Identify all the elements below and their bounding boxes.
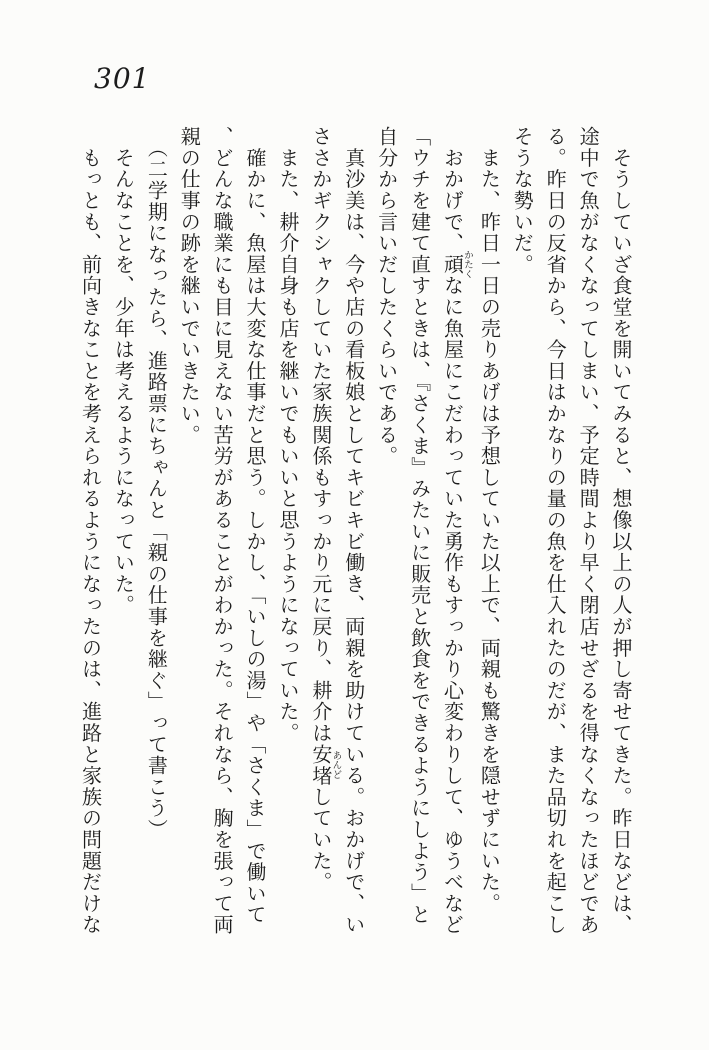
paragraph: また、昨日一日の売りあげは予想していた以上で、両親も驚きを隠せずにいた。 [477, 126, 502, 915]
paragraph: （二学期になったら、進路票にちゃんと「親の仕事を継ぐ」って書こう） [144, 126, 169, 841]
furigana: かたく [461, 250, 473, 279]
paragraph: また、耕介自身も店を継いでもいいと思うようになっていた。 [275, 126, 300, 744]
paragraph: そうしていざ食堂を開いてみると、想像以上の人が押し寄せてきた。昨日などは、途中で魚がなくなってしまい、予定時間より早く閉店せざるを得なくなったほどである。昨日の反省から、今日はかなりの量の魚を仕入れたのだが、また品切れを起こしそうな勢いだ。 [510, 126, 633, 936]
furigana: あんど [330, 743, 342, 787]
paragraph: 確かに、魚屋は大変な仕事だと思う。しかし、「いしの湯」や「さくま」で働いて、どんな職業にも目に見えない苦労があることがわかった。それなら、胸を張って両親の仕事の跡を継いでいきたい。 [177, 126, 268, 936]
ruby-annotated-word: 頑かたく [440, 250, 473, 279]
ruby-annotated-word: 安堵あんど [308, 743, 342, 787]
paragraph: そんなことを、少年は考えるようになっていた。 [111, 126, 136, 616]
page-text-block [75, 126, 637, 938]
paragraph: 真沙美は、今や店の看板娘としてキビキビ働き、両親を助けている。おかげで、いささかギクシャクしていた家族関係もすっかり元に戻り、耕介は安堵あんどしていた。 [308, 126, 366, 936]
paragraph: おかげで、頑かたくなに魚屋にこだわっていた勇作もすっかり心変わりして、ゆうべなど「ウチを建て直すときは、『さくま』みたいに販売と飲食をできるようにしよう」と自分から言いだしたくらいである。 [374, 126, 473, 936]
page-number: 301 [94, 62, 151, 95]
paragraph: もっとも、前向きなことを考えられるようになったのは、進路と家族の問題だけな [78, 126, 103, 936]
